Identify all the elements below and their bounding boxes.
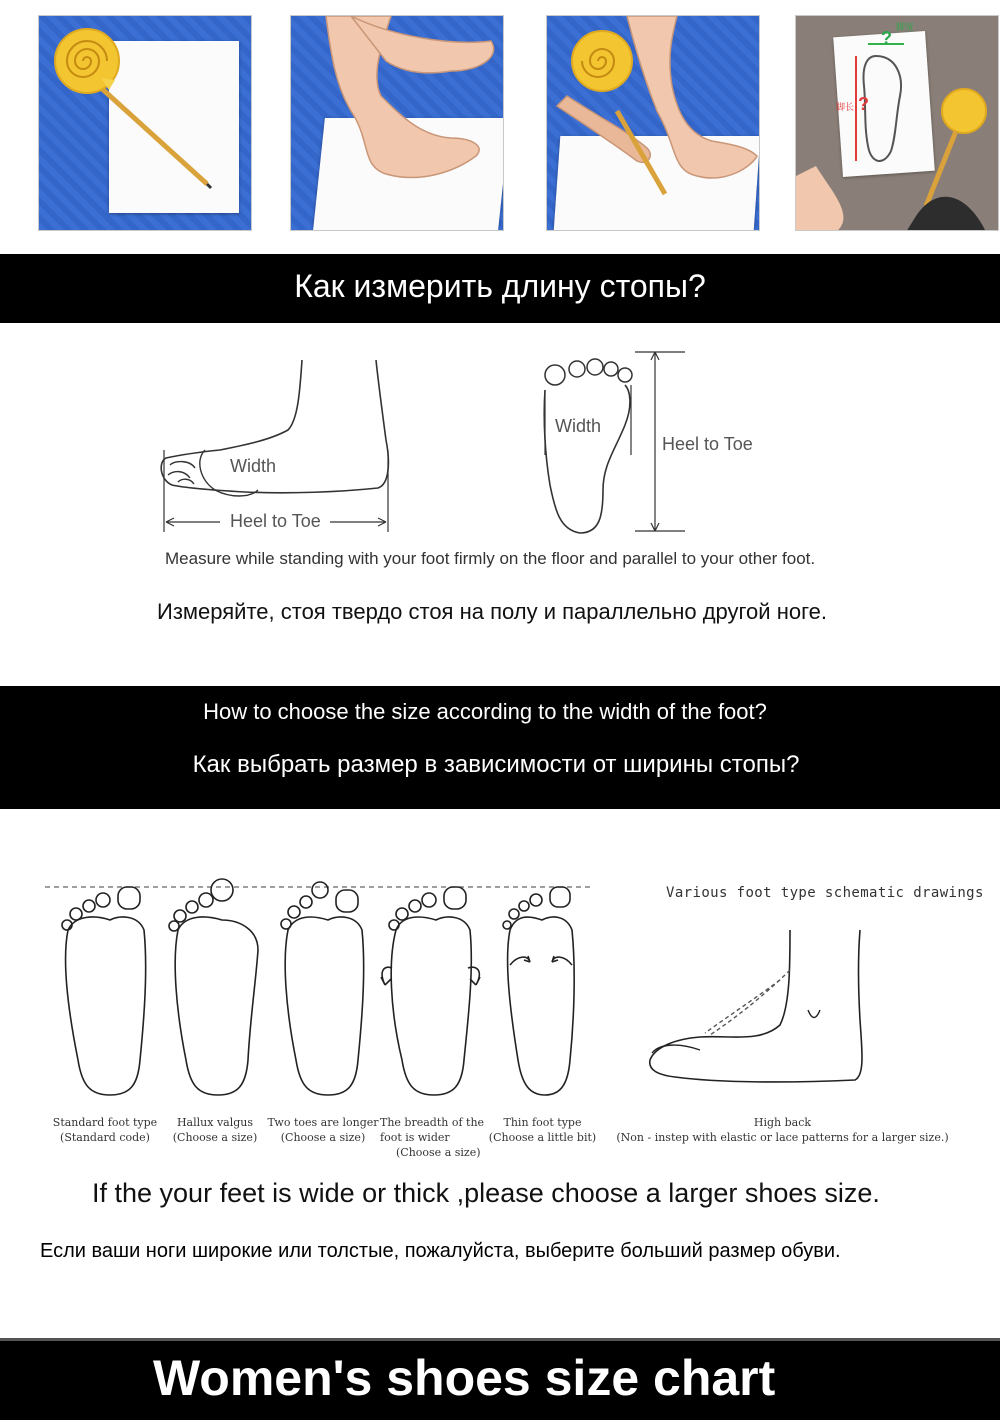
foot-type-label-standard: Standard foot type (Standard code) (52, 1116, 158, 1144)
photo-foot-on-paper (290, 15, 504, 231)
thin-foot-icon (503, 887, 574, 1095)
banner-size-chart (0, 1338, 1000, 1420)
two-toes-longer-foot-icon (281, 882, 364, 1095)
side-length-label: Heel to Toe (230, 511, 321, 531)
tracing-icon (547, 16, 760, 231)
foot-type-label-thin: Thin foot type (Choose a little bit) (488, 1116, 597, 1144)
width-mark-label: 脚宽 (896, 22, 915, 32)
length-mark-label: 脚长 (836, 102, 855, 112)
lollipop-pen-icon (39, 16, 252, 231)
size-chart-title: Women's shoes size chart (153, 1350, 776, 1406)
banner-line-ru: Как выбрать размер в зависимости от ширины стопы? (192, 751, 800, 778)
standard-foot-icon (62, 887, 146, 1095)
top-length-label: Heel to Toe (662, 434, 753, 454)
advice-en: If the your feet is wide or thick ,please choose a larger shoes size. (92, 1178, 880, 1208)
side-foot-diagram (150, 350, 550, 550)
advice-ru: Если ваши ноги широкие или толстые, пожалуйста, выберите больший размер обуви. (40, 1240, 841, 1262)
foot-types-drawing (40, 870, 600, 1110)
banner-measure-length (0, 254, 1000, 323)
photo-pen-on-paper (38, 15, 252, 231)
instruction-ru: Измеряйте, стоя твердо стоя на полу и параллельно другой ноге. (157, 599, 827, 624)
banner-line-en: How to choose the size according to the width of the foot? (203, 699, 767, 724)
foot-outline-icon (796, 16, 999, 231)
photo-tracing-foot (546, 15, 760, 231)
photo-holding-foot-outline (795, 15, 999, 231)
foot-type-label-high-back: High back (Non - instep with elastic or lace patterns for a larger size.) (616, 1116, 949, 1144)
wide-foot-icon (381, 887, 480, 1095)
foot-type-label-hallux: Hallux valgus (Choose a size) (172, 1116, 258, 1144)
width-question-mark: ? (881, 28, 892, 48)
schematic-title: Various foot type schematic drawings (666, 885, 984, 901)
length-question-mark: ? (858, 94, 869, 114)
high-back-foot-icon (640, 925, 880, 1095)
top-width-label: Width (555, 416, 602, 436)
instruction-en: Measure while standing with your foot firmly on the floor and parallel to your other foot. (165, 549, 816, 568)
banner-width-size (0, 686, 1000, 809)
foot-type-label-two-toes: Two toes are longer (Choose a size) (267, 1116, 379, 1144)
hallux-valgus-foot-icon (169, 879, 258, 1095)
side-width-label: Width (230, 456, 277, 476)
foot-icon (291, 16, 504, 231)
foot-type-label-wide: The breadth of the foot is wider (Choose a size) (380, 1116, 485, 1159)
banner-title: Как измерить длину стопы? (294, 268, 706, 304)
